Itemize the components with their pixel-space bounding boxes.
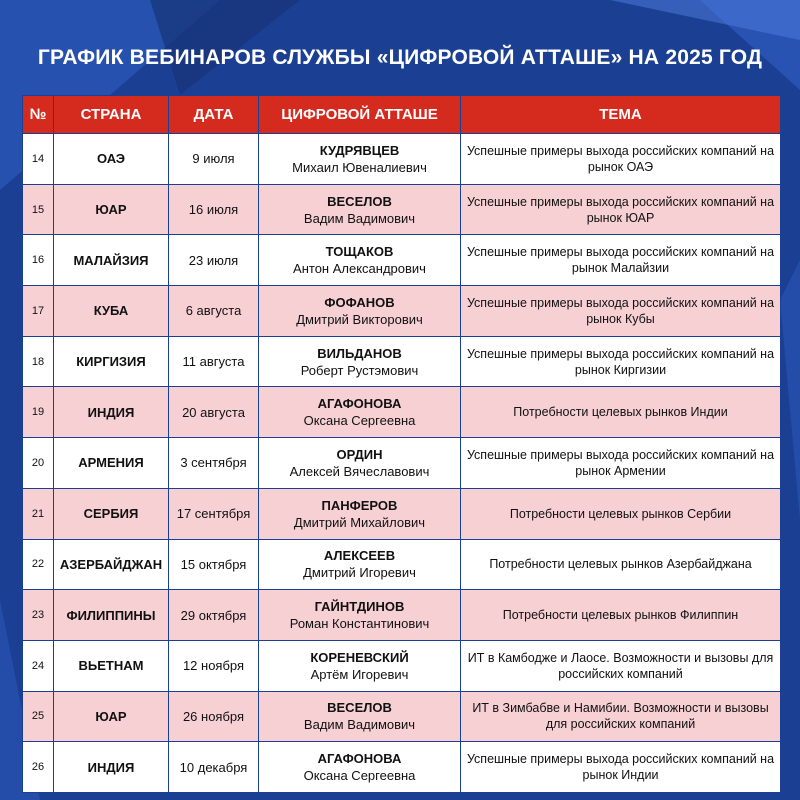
- row-number: 22: [23, 539, 54, 590]
- table-row: [23, 286, 781, 337]
- row-topic: Потребности целевых рынков Сербии: [461, 488, 781, 539]
- row-topic: Потребности целевых рынков Филиппин: [461, 590, 781, 641]
- attache-given-name: Роман Константинович: [289, 616, 430, 632]
- attache-surname: АГАФОНОВА: [317, 396, 402, 412]
- row-topic: Успешные примеры выхода российских компаний на рынок ЮАР: [461, 184, 781, 235]
- row-number: 21: [23, 488, 54, 539]
- row-attache: [259, 488, 461, 539]
- row-country: КИРГИЗИЯ: [54, 336, 169, 387]
- row-number: 24: [23, 640, 54, 691]
- row-attache: [259, 286, 461, 337]
- row-number: 14: [23, 134, 54, 185]
- header-date: ДАТА: [169, 96, 259, 134]
- attache-surname: ВЕСЕЛОВ: [327, 700, 392, 716]
- attache-given-name: Артём Игоревич: [310, 666, 409, 682]
- attache-surname: АГАФОНОВА: [317, 751, 402, 767]
- row-attache: [259, 336, 461, 387]
- row-topic: Потребности целевых рынков Индии: [461, 387, 781, 438]
- attache-given-name: Оксана Сергеевна: [303, 768, 416, 784]
- attache-surname: КОРЕНЕВСКИЙ: [310, 649, 409, 665]
- attache-given-name: Вадим Вадимович: [303, 717, 416, 733]
- page-title: ГРАФИК ВЕБИНАРОВ СЛУЖБЫ «ЦИФРОВОЙ АТТАШЕ» НА 2025 ГОД: [37, 46, 763, 69]
- row-date: 23 июля: [169, 235, 259, 286]
- row-attache: [259, 590, 461, 641]
- row-topic: Успешные примеры выхода российских компаний на рынок Армении: [461, 438, 781, 489]
- header-number: №: [23, 96, 54, 134]
- attache-given-name: Антон Александрович: [293, 261, 426, 277]
- row-country: ОАЭ: [54, 134, 169, 185]
- attache-surname: АЛЕКСЕЕВ: [323, 548, 396, 564]
- row-date: 16 июля: [169, 184, 259, 235]
- attache-given-name: Алексей Вячеславович: [289, 463, 430, 479]
- table-row: [23, 742, 781, 793]
- row-country: КУБА: [54, 286, 169, 337]
- row-topic: Потребности целевых рынков Азербайджана: [461, 539, 781, 590]
- row-number: 15: [23, 184, 54, 235]
- row-topic: Успешные примеры выхода российских компаний на рынок Индии: [461, 742, 781, 793]
- attache-given-name: Оксана Сергеевна: [303, 413, 416, 429]
- webinar-schedule-table: [22, 95, 781, 793]
- attache-surname: ВИЛЬДАНОВ: [317, 345, 402, 361]
- row-date: 20 августа: [169, 387, 259, 438]
- row-country: АРМЕНИЯ: [54, 438, 169, 489]
- attache-surname: ОРДИН: [336, 446, 383, 462]
- row-country: МАЛАЙЗИЯ: [54, 235, 169, 286]
- row-date: 3 сентября: [169, 438, 259, 489]
- row-number: 20: [23, 438, 54, 489]
- header-topic: ТЕМА: [461, 96, 781, 134]
- attache-surname: ГАЙНТДИНОВ: [314, 599, 405, 615]
- row-date: 26 ноября: [169, 691, 259, 742]
- row-topic: Успешные примеры выхода российских компаний на рынок ОАЭ: [461, 134, 781, 185]
- attache-surname: ВЕСЕЛОВ: [327, 193, 392, 209]
- table-row: [23, 134, 781, 185]
- attache-surname: КУДРЯВЦЕВ: [319, 142, 400, 158]
- attache-given-name: Дмитрий Викторович: [296, 311, 423, 327]
- row-attache: [259, 134, 461, 185]
- row-country: ИНДИЯ: [54, 742, 169, 793]
- row-date: 6 августа: [169, 286, 259, 337]
- row-date: 15 октября: [169, 539, 259, 590]
- row-country: ВЬЕТНАМ: [54, 640, 169, 691]
- table-row: [23, 438, 781, 489]
- row-topic: ИТ в Зимбабве и Намибии. Возможности и вызовы для российских компаний: [461, 691, 781, 742]
- row-country: ЮАР: [54, 691, 169, 742]
- table-row: [23, 184, 781, 235]
- row-country: СЕРБИЯ: [54, 488, 169, 539]
- row-attache: [259, 742, 461, 793]
- table-row: [23, 387, 781, 438]
- attache-given-name: Дмитрий Михайлович: [293, 514, 426, 530]
- row-date: 17 сентября: [169, 488, 259, 539]
- table-row: [23, 235, 781, 286]
- row-attache: [259, 184, 461, 235]
- row-date: 11 августа: [169, 336, 259, 387]
- row-number: 25: [23, 691, 54, 742]
- attache-surname: ПАНФЕРОВ: [321, 497, 398, 513]
- row-topic: ИТ в Камбодже и Лаосе. Возможности и вызовы для российских компаний: [461, 640, 781, 691]
- row-attache: [259, 640, 461, 691]
- row-attache: [259, 387, 461, 438]
- table-row: [23, 691, 781, 742]
- row-attache: [259, 539, 461, 590]
- table-header-row: [23, 96, 781, 134]
- table-row: [23, 640, 781, 691]
- table-row: [23, 539, 781, 590]
- row-number: 23: [23, 590, 54, 641]
- attache-surname: ТОЩАКОВ: [325, 244, 394, 260]
- row-number: 17: [23, 286, 54, 337]
- row-country: ФИЛИППИНЫ: [54, 590, 169, 641]
- row-country: ИНДИЯ: [54, 387, 169, 438]
- row-number: 18: [23, 336, 54, 387]
- row-attache: [259, 691, 461, 742]
- row-attache: [259, 235, 461, 286]
- row-number: 19: [23, 387, 54, 438]
- row-date: 9 июля: [169, 134, 259, 185]
- table-row: [23, 590, 781, 641]
- row-number: 16: [23, 235, 54, 286]
- row-date: 10 декабря: [169, 742, 259, 793]
- attache-surname: ФОФАНОВ: [324, 294, 395, 310]
- table-row: [23, 336, 781, 387]
- attache-given-name: Дмитрий Игоревич: [303, 565, 416, 581]
- row-date: 12 ноября: [169, 640, 259, 691]
- attache-given-name: Вадим Вадимович: [303, 210, 416, 226]
- attache-given-name: Михаил Ювеналиевич: [292, 159, 427, 175]
- row-country: АЗЕРБАЙДЖАН: [54, 539, 169, 590]
- row-attache: [259, 438, 461, 489]
- row-number: 26: [23, 742, 54, 793]
- row-topic: Успешные примеры выхода российских компаний на рынок Малайзии: [461, 235, 781, 286]
- header-country: СТРАНА: [54, 96, 169, 134]
- attache-given-name: Роберт Рустэмович: [300, 362, 419, 378]
- row-date: 29 октября: [169, 590, 259, 641]
- row-topic: Успешные примеры выхода российских компаний на рынок Киргизии: [461, 336, 781, 387]
- row-topic: Успешные примеры выхода российских компаний на рынок Кубы: [461, 286, 781, 337]
- table-row: [23, 488, 781, 539]
- header-attache: ЦИФРОВОЙ АТТАШЕ: [259, 96, 461, 134]
- row-country: ЮАР: [54, 184, 169, 235]
